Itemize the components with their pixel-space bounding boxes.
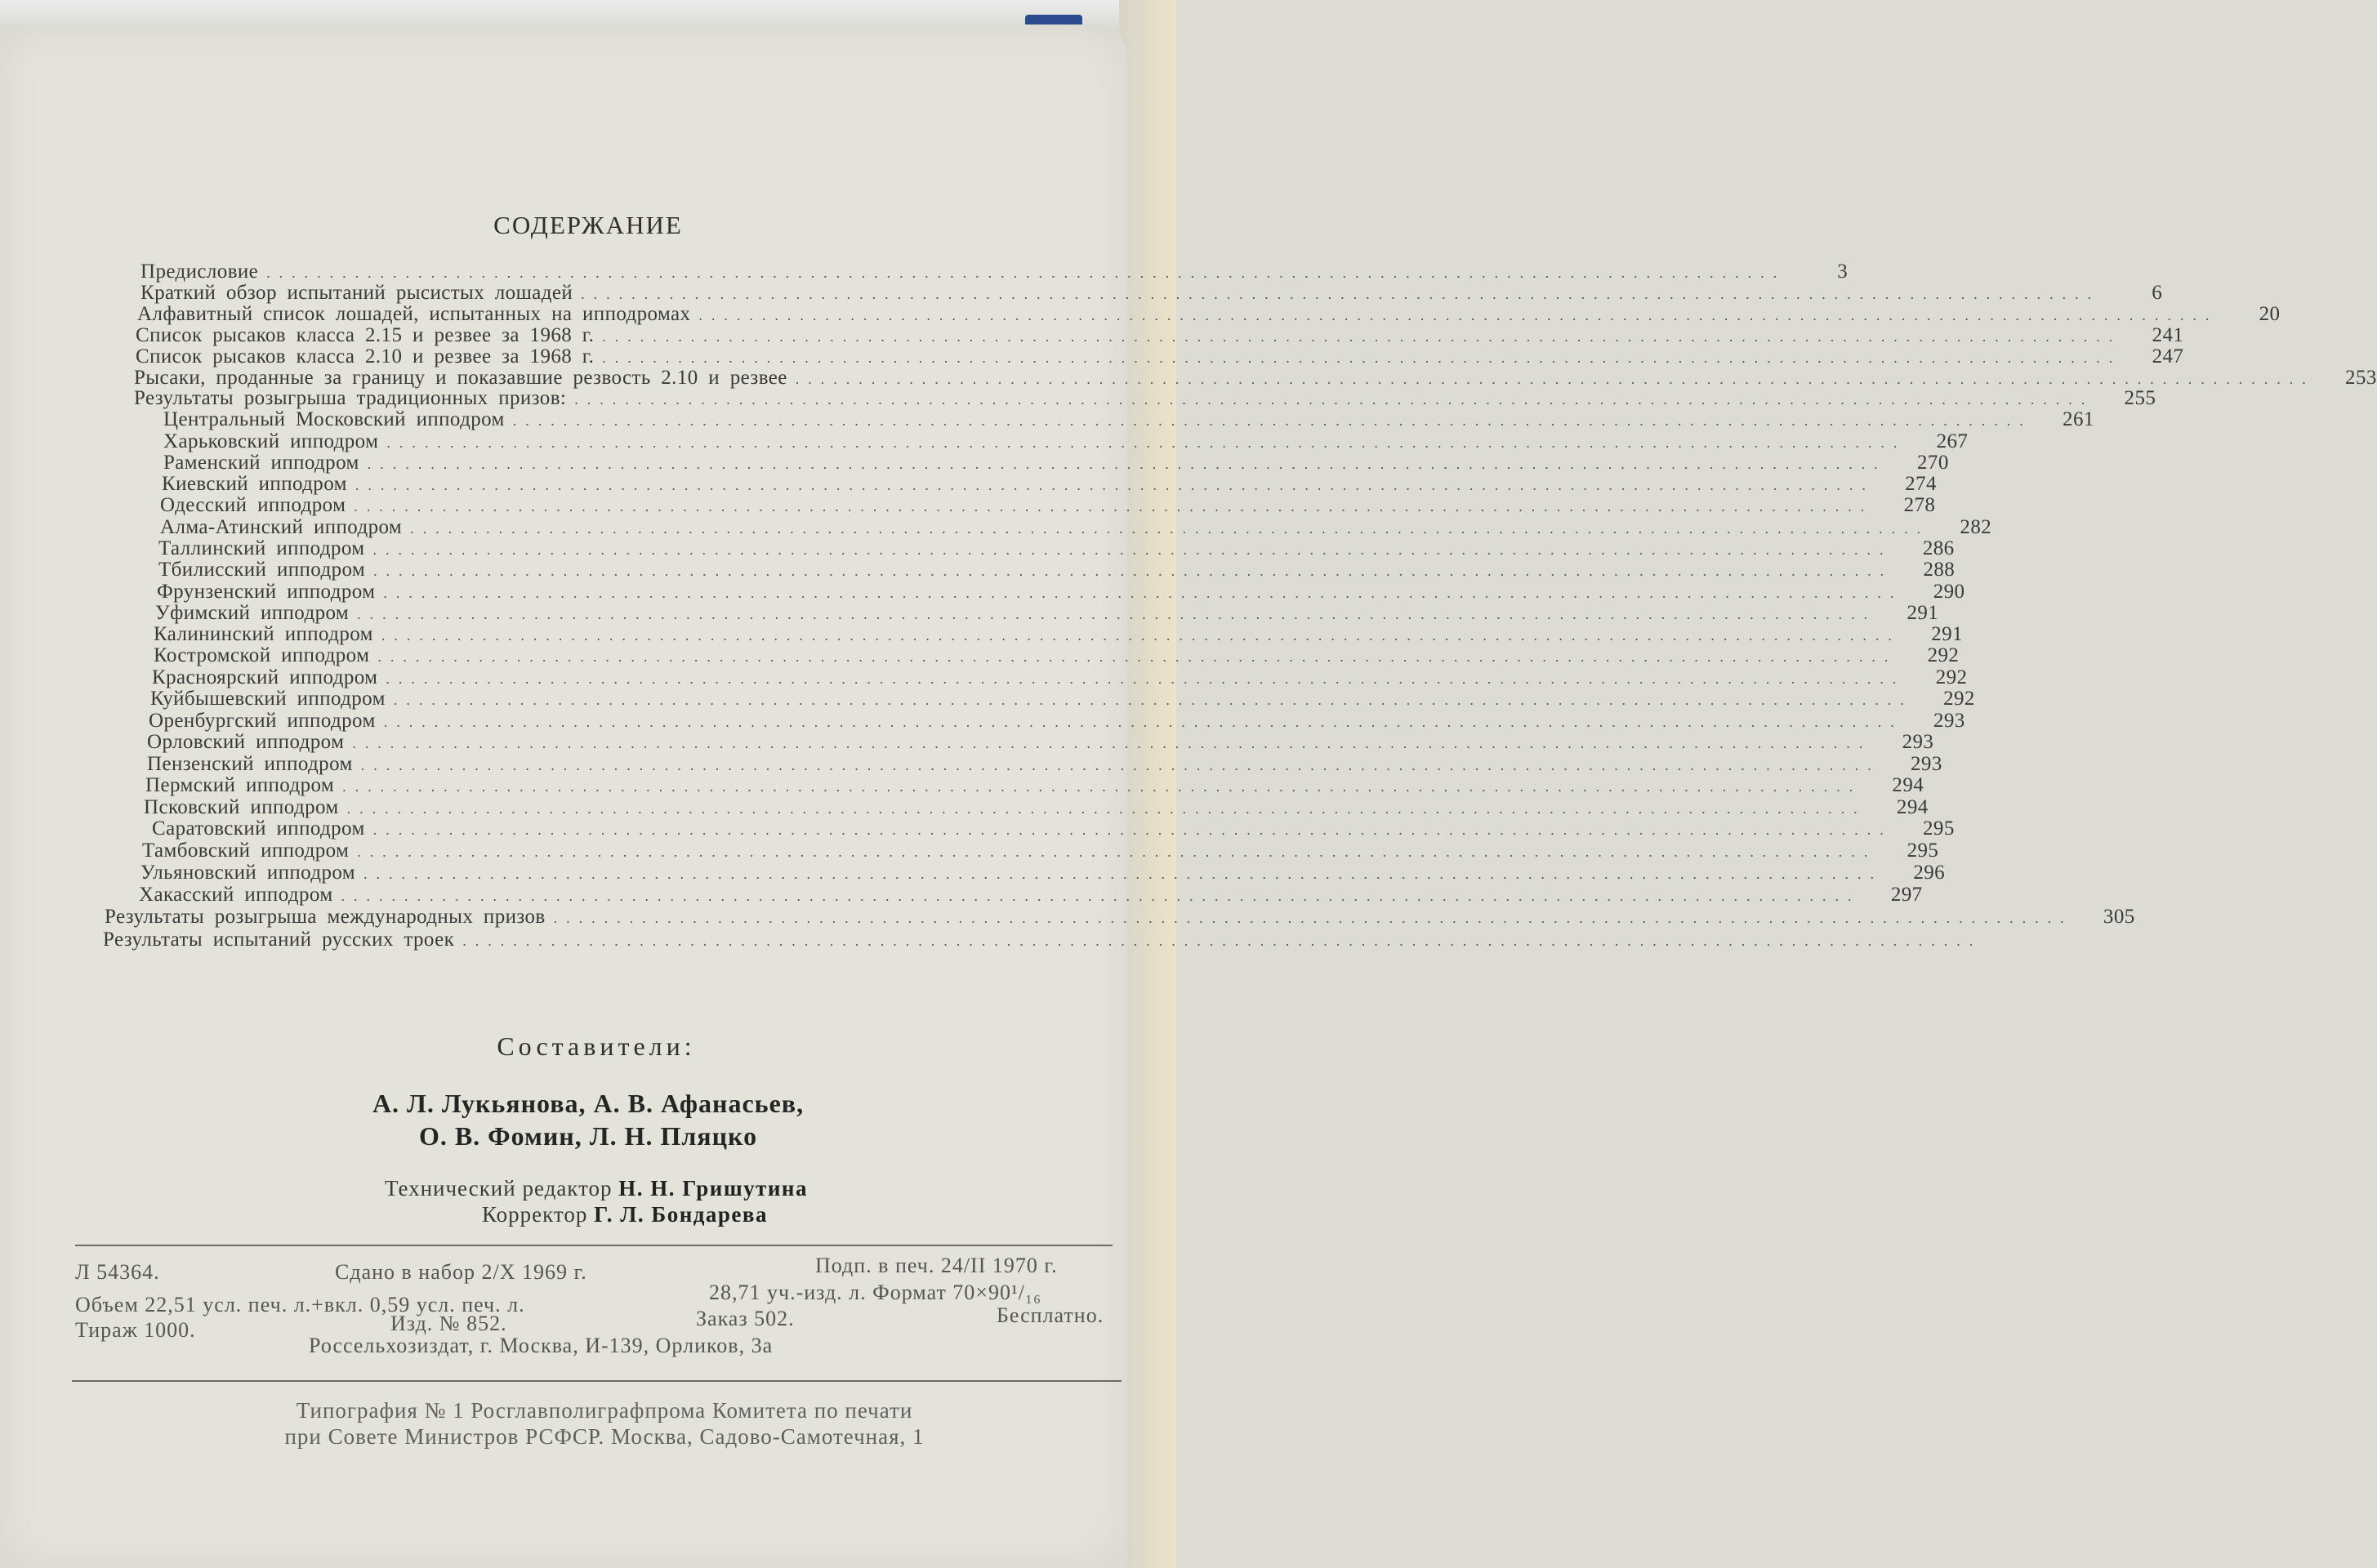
toc-entry-label: Оренбургский ипподром (149, 710, 376, 732)
toc-entry (144, 796, 1929, 818)
toc-title: СОДЕРЖАНИЕ (493, 211, 683, 239)
toc-entry-label: Таллинский ипподром (158, 537, 365, 559)
toc-entry-label: Результаты розыгрыша международных призов (105, 906, 546, 928)
toc-entry (154, 644, 1960, 666)
toc-entry-page-number: 292 (1943, 688, 1975, 710)
toc-entry-page-number: 293 (1933, 710, 1965, 732)
corrector-credit (0, 1202, 1176, 1227)
toc-entry-page-number: 274 (1905, 473, 1937, 495)
toc-entry (137, 303, 2281, 325)
toc-entry-page-number: 282 (1960, 516, 1992, 538)
printer-line-2: при Совете Министров РСФСР. Москва, Садово-Самотечная, 1 (284, 1424, 925, 1449)
compilers-names-line-2: О. В. Фомин, Л. Н. Пляцко (418, 1121, 758, 1151)
toc-entry (134, 367, 2377, 389)
toc-entry-label: Хакасский ипподром (139, 884, 333, 906)
toc-leader-dots: ........................................................................................................................ (393, 692, 1913, 708)
toc-entry (155, 602, 1939, 624)
imprint-order-number: Заказ 502. (696, 1307, 795, 1330)
toc-entry-page-number: 241 (2152, 324, 2184, 346)
toc-entry-label: Центральный Московский ипподром (163, 408, 505, 430)
toc-leader-dots: ........................................................................................................................ (367, 456, 1887, 472)
toc-entry-label: Куйбышевский ипподром (150, 688, 386, 710)
toc-entry-page-number: 247 (2152, 345, 2184, 368)
toc-entry-page-number: 261 (2063, 408, 2094, 430)
toc-leader-dots: ........................................................................................................................ (574, 391, 2094, 408)
toc-entry-label: Киевский ипподром (162, 473, 347, 495)
technical-editor-name: Н. Н. Гришутина (618, 1176, 808, 1200)
toc-entry-label: Алфавитный список лошадей, испытанных на ипподромах (137, 303, 691, 325)
toc-leader-dots: ........................................................................................................................ (352, 735, 1872, 751)
toc-entry (152, 666, 1968, 688)
toc-entry (154, 623, 1963, 645)
toc-entry (152, 817, 1955, 840)
toc-entry (147, 731, 1934, 753)
toc-entry-page-number: 295 (1907, 840, 1939, 862)
toc-entry-page-number: 305 (2103, 906, 2135, 928)
toc-leader-dots: ........................................................................................................................ (386, 670, 1906, 687)
toc-entry-page-number: 253 (2345, 367, 2377, 389)
toc-entry-label: Список рысаков класса 2.10 и резвее за 1968 г. (136, 345, 595, 368)
compilers-names-line-1: А. Л. Лукьянова, А. В. Афанасьев, (372, 1089, 805, 1118)
toc-entry-page-number: 293 (1902, 731, 1934, 753)
imprint-circulation: Тираж 1000. (75, 1318, 196, 1342)
toc-leader-dots: ........................................................................................................................ (372, 822, 1893, 838)
toc-entry (160, 516, 1992, 538)
toc-entry (147, 753, 1942, 775)
toc-entry (163, 452, 1949, 474)
toc-entry (105, 906, 2135, 928)
technical-editor-role: Технический редактор (384, 1176, 613, 1200)
toc-leader-dots: ........................................................................................................................ (342, 778, 1862, 795)
toc-entry-label: Результаты испытаний русских троек (103, 929, 455, 951)
toc-leader-dots: ........................................................................................................................ (341, 888, 1861, 904)
toc-entry-page-number: 267 (1936, 430, 1969, 452)
imprint-edition-number: Изд. № 852. (390, 1312, 507, 1335)
toc-leader-dots: ........................................................................................................................ (346, 800, 1866, 817)
toc-entry-page-number: 286 (1922, 537, 1955, 559)
toc-entry-page-number: 3 (1837, 261, 1849, 283)
toc-entry-page-number: 270 (1917, 452, 1949, 474)
toc-entry (142, 840, 1939, 862)
toc-entry-page-number: 20 (2259, 303, 2281, 325)
toc-entry-label: Одесский ипподром (160, 494, 346, 516)
toc-entry (140, 282, 2163, 304)
imprint-license: Л 54364. (75, 1260, 160, 1284)
imprint-volume: Объем 22,51 усл. печ. л.+вкл. 0,59 усл. печ. л. (75, 1293, 525, 1316)
toc-leader-dots: ........................................................................................................................ (386, 434, 1907, 451)
toc-entry (149, 710, 1965, 732)
corrector-name: Г. Л. Бондарева (594, 1202, 768, 1227)
toc-entry-label: Калининский ипподром (154, 623, 373, 645)
toc-entry-label: Раменский ипподром (163, 452, 359, 474)
toc-leader-dots: ........................................................................................................................ (512, 412, 2032, 429)
toc-entry-page-number: 290 (1933, 581, 1965, 603)
imprint-signed-date: Подп. в печ. 24/II 1970 г. (815, 1254, 1058, 1277)
toc-entry (145, 774, 1924, 796)
toc-entry (136, 324, 2184, 346)
imprint-bottom-rule (72, 1380, 1122, 1382)
toc-entry-label: Результаты розыгрыша традиционных призов: (134, 387, 567, 409)
toc-entry-label: Рысаки, проданные за границу и показавшие резвость 2.10 и резвее (134, 367, 787, 389)
toc-leader-dots: ........................................................................................................................ (357, 606, 1877, 622)
toc-entry-page-number: 255 (2124, 387, 2156, 409)
toc-leader-dots: ........................................................................................................................ (373, 563, 1893, 579)
toc-entry-label: Костромской ипподром (154, 644, 370, 666)
toc-leader-dots: ........................................................................................................................ (360, 757, 1880, 773)
toc-entry-label: Краткий обзор испытаний рысистых лошадей (140, 282, 573, 304)
toc-entry-page-number: 291 (1931, 623, 1963, 645)
toc-entry (139, 884, 1923, 906)
toc-entry (136, 345, 2184, 368)
toc-leader-dots: ........................................................................................................................ (795, 371, 2315, 387)
toc-leader-dots: ........................................................................................................................ (553, 910, 2073, 926)
toc-leader-dots: ........................................................................................................................ (381, 627, 1901, 644)
toc-entry-label: Саратовский ипподром (152, 817, 365, 840)
toc-entry-page-number: 295 (1923, 817, 1955, 840)
toc-leader-dots: ........................................................................................................................ (363, 866, 1884, 882)
toc-entry-label: Предисловие (140, 261, 259, 283)
toc-entry (160, 494, 1936, 516)
toc-entry-label: Уфимский ипподром (155, 602, 350, 624)
toc-entry-page-number: 294 (1892, 774, 1924, 796)
toc-entry-label: Пермский ипподром (145, 774, 335, 796)
toc-entry-label: Фрунзенский ипподром (157, 581, 376, 603)
toc-leader-dots: ........................................................................................................................ (581, 286, 2101, 302)
toc-leader-dots: ........................................................................................................................ (602, 350, 2122, 366)
toc-leader-dots: ........................................................................................................................ (698, 307, 2219, 323)
imprint-top-rule (75, 1245, 1113, 1246)
toc-entry (163, 408, 2094, 430)
technical-editor-credit (0, 1176, 1176, 1201)
toc-entry (162, 473, 1937, 495)
toc-entry-page-number: 291 (1907, 602, 1939, 624)
toc-leader-dots: ........................................................................................................................ (355, 477, 1875, 493)
toc-entry-page-number: 292 (1927, 644, 1960, 666)
toc-entry (158, 537, 1955, 559)
toc-leader-dots: ........................................................................................................................ (377, 648, 1898, 665)
imprint-format: 28,71 уч.-изд. л. Формат 70×90¹/₁₆ (709, 1281, 1042, 1304)
toc-entry (157, 581, 1965, 603)
toc-entry-page-number: 294 (1896, 796, 1929, 818)
toc-entry-page-number: 293 (1911, 753, 1942, 775)
toc-leader-dots: ........................................................................................................................ (266, 265, 1786, 281)
toc-leader-dots: ........................................................................................................................ (602, 328, 2122, 345)
toc-entry-label: Псковский ипподром (144, 796, 339, 818)
toc-entry (134, 387, 2156, 409)
toc-entry-label: Пензенский ипподром (147, 753, 353, 775)
toc-leader-dots: ........................................................................................................................ (354, 498, 1874, 514)
toc-entry-label: Ульяновский ипподром (140, 862, 356, 884)
toc-entry (103, 929, 1982, 951)
imprint-publisher: Россельхозиздат, г. Москва, И-139, Орликов, 3а (309, 1334, 774, 1357)
toc-entry-label: Список рысаков класса 2.15 и резвее за 1968 г. (136, 324, 595, 346)
toc-entry-label: Тамбовский ипподром (142, 840, 350, 862)
compilers-heading: Составители: (497, 1031, 696, 1061)
toc-entry-page-number: 288 (1923, 559, 1956, 581)
imprint-typeset-date: Сдано в набор 2/X 1969 г. (335, 1260, 587, 1284)
corrector-role: Корректор (481, 1202, 588, 1227)
toc-leader-dots: ........................................................................................................................ (410, 520, 1930, 537)
toc-entry-page-number: 278 (1903, 494, 1936, 516)
toc-leader-dots: ........................................................................................................................ (372, 541, 1893, 558)
toc-leader-dots: ........................................................................................................................ (357, 844, 1877, 860)
toc-entry (140, 862, 1946, 884)
toc-entry-page-number: 6 (2152, 282, 2163, 304)
toc-leader-dots: ........................................................................................................................ (383, 585, 1903, 601)
toc-entry-page-number: 296 (1913, 862, 1946, 884)
toc-entry-label: Орловский ипподром (147, 731, 345, 753)
toc-entry (158, 559, 1956, 581)
imprint-price: Бесплатно. (997, 1303, 1104, 1327)
toc-entry (140, 261, 1849, 283)
toc-entry (150, 688, 1975, 710)
printer-line-1: Типография № 1 Росглавполиграфпрома Комитета по печати (296, 1398, 913, 1423)
toc-entry (163, 430, 1969, 452)
toc-entry-label: Тбилисский ипподром (158, 559, 366, 581)
toc-entry-page-number: 292 (1935, 666, 1968, 688)
toc-entry-label: Красноярский ипподром (152, 666, 378, 688)
toc-entry-label: Алма-Атинский ипподром (160, 516, 403, 538)
toc-leader-dots: ........................................................................................................................ (462, 933, 1982, 949)
toc-entry-page-number: 297 (1890, 884, 1923, 906)
toc-entry-label: Харьковский ипподром (163, 430, 379, 452)
toc-leader-dots: ........................................................................................................................ (383, 714, 1903, 730)
